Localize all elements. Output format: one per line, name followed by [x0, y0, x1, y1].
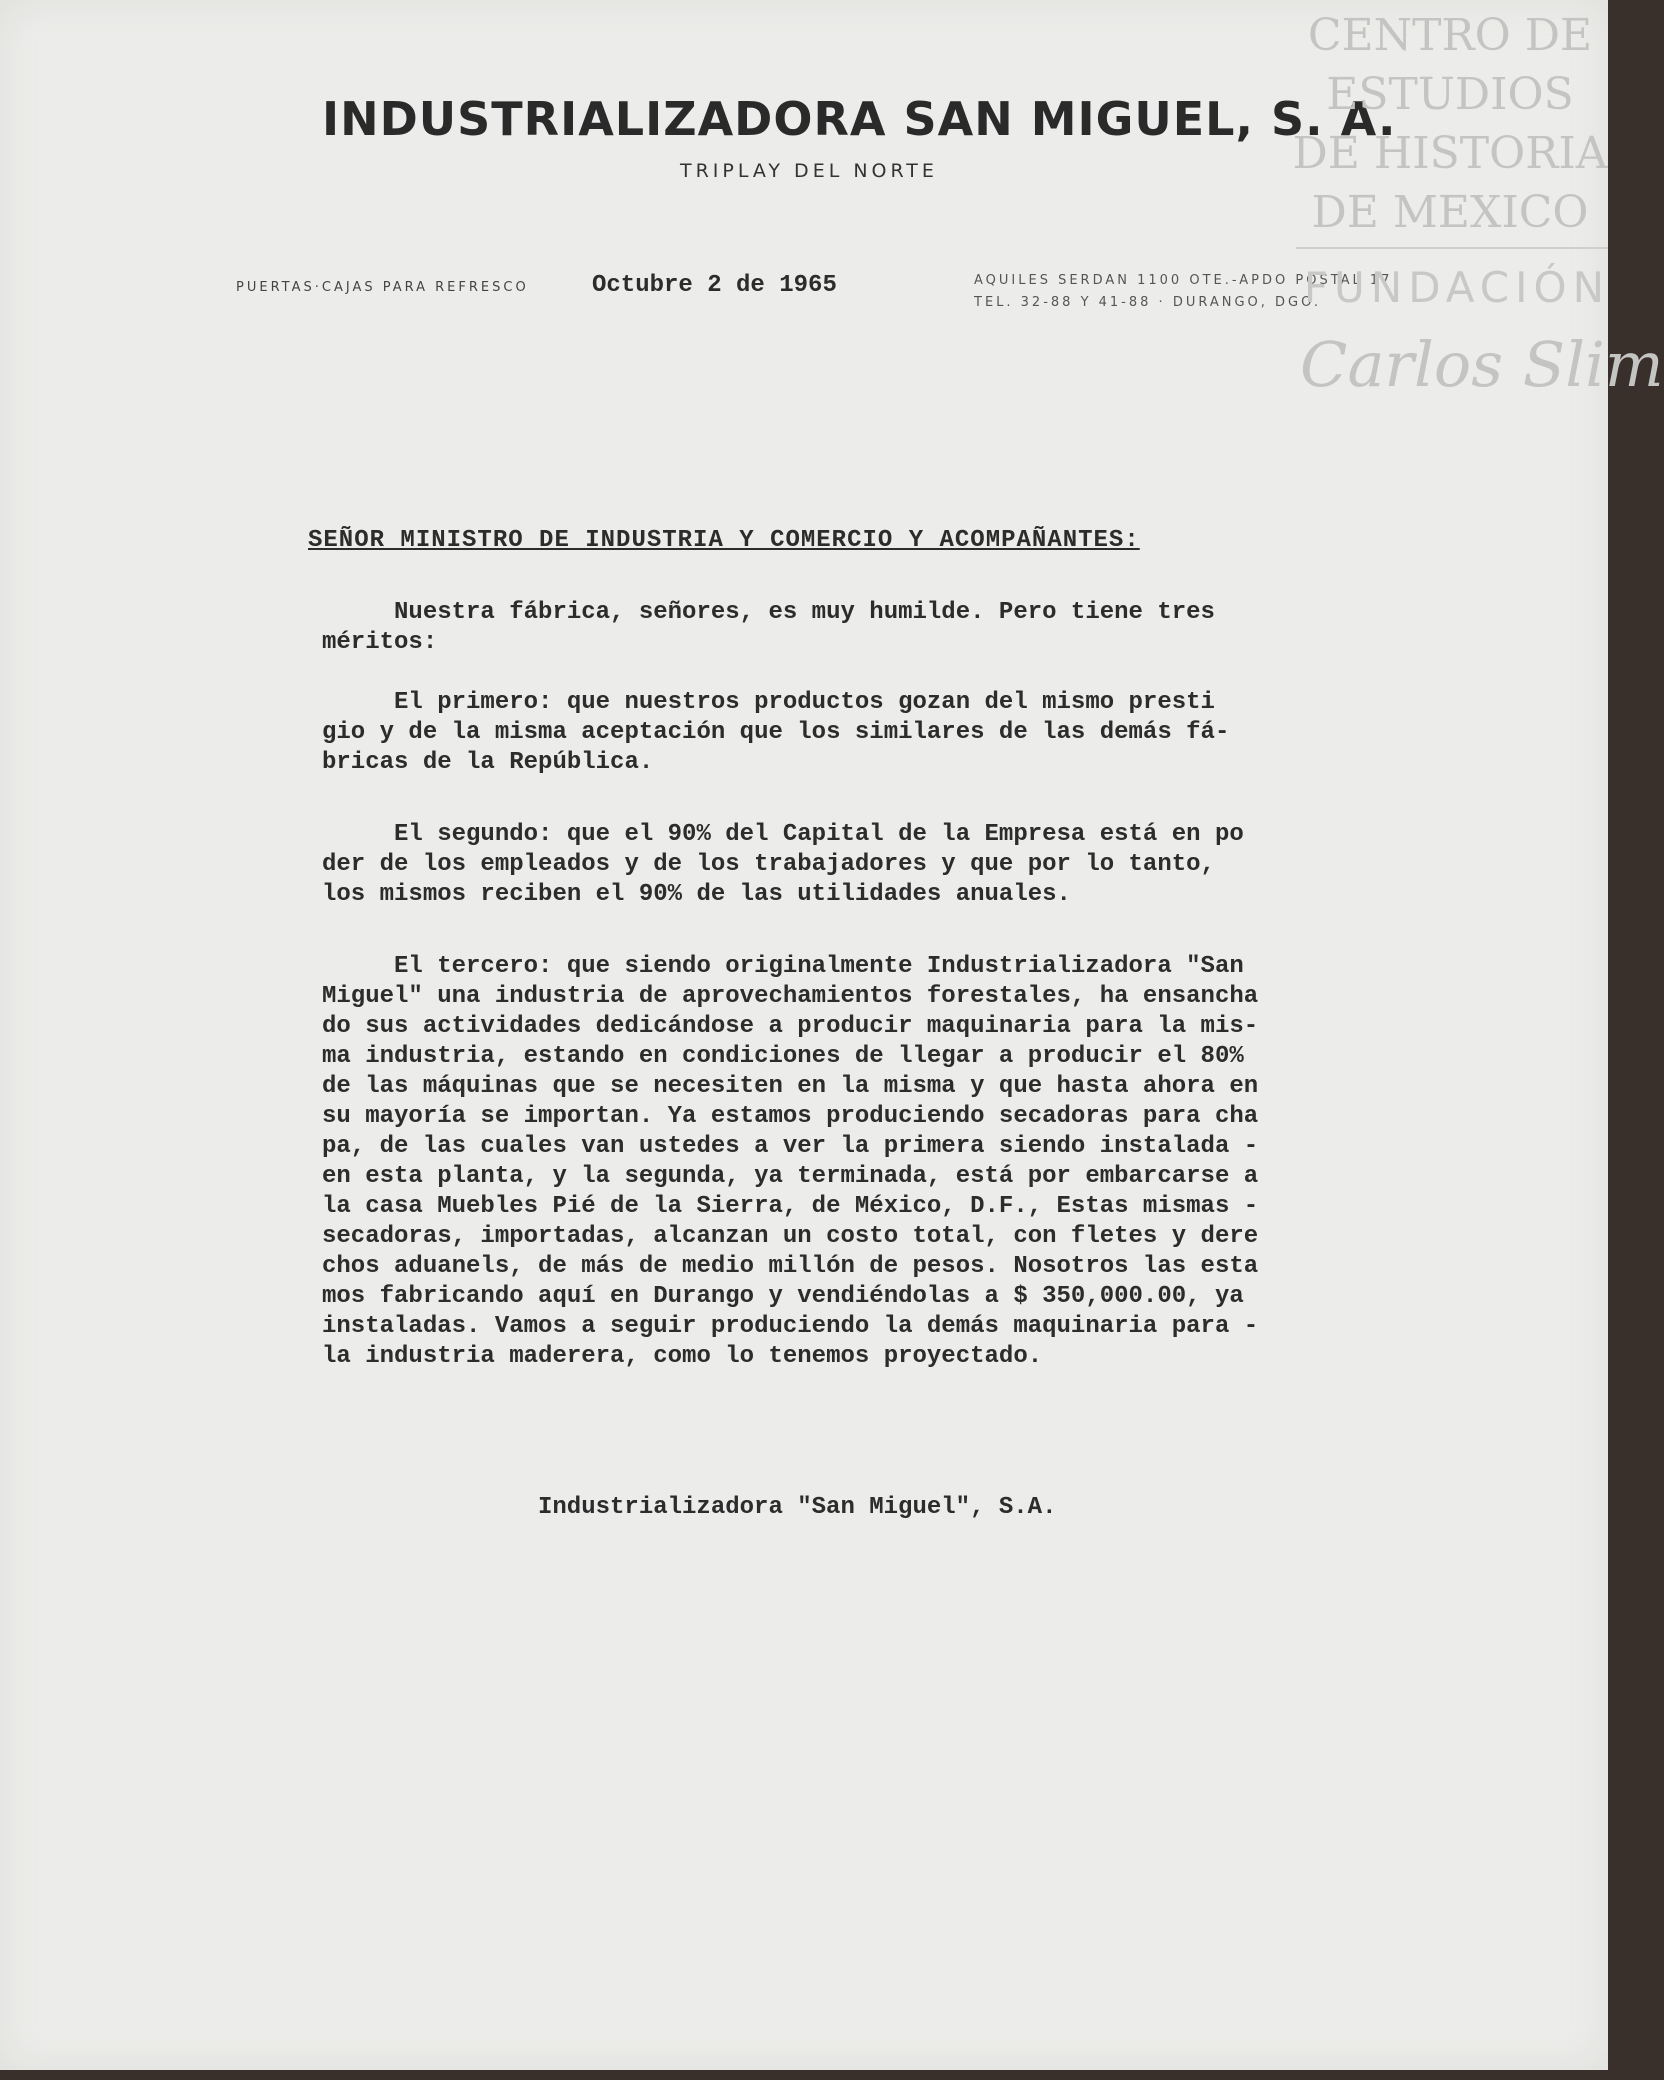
address-line-2: TEL. 32-88 Y 41-88 · DURANGO, DGO. [974, 295, 1321, 310]
watermark-line: CENTRO DE [1307, 10, 1593, 61]
paragraph [322, 688, 1422, 778]
paragraph-line: de las máquinas que se necesiten en la misma y que hasta ahora en [322, 1073, 1259, 1100]
paragraph-line: Miguel" una industria de aprovechamientos forestales, ha ensancha [322, 983, 1259, 1010]
paragraph-line: instaladas. Vamos a seguir produciendo la demás maquinaria para - [322, 1313, 1259, 1340]
paragraph-line: bricas de la República. [322, 749, 654, 776]
paragraph [322, 820, 1422, 910]
paragraph-line: la industria maderera, como lo tenemos proyectado. [322, 1343, 1043, 1370]
paragraph-line: pa, de las cuales van ustedes a ver la primera siendo instalada - [322, 1133, 1259, 1160]
paragraph [322, 952, 1422, 1372]
paragraph-line: su mayoría se importan. Ya estamos produciendo secadoras para cha [322, 1103, 1259, 1130]
paragraph-line: secadoras, importadas, alcanzan un costo total, con fletes y dere [322, 1223, 1259, 1250]
paragraph [322, 598, 1422, 658]
address-line-1: AQUILES SERDAN 1100 OTE.-APDO POSTAL 17 [974, 273, 1393, 288]
salutation: SEÑOR MINISTRO DE INDUSTRIA Y COMERCIO Y ACOMPAÑANTES: [308, 527, 1140, 554]
paragraph-line: der de los empleados y de los trabajadores y que por lo tanto, [322, 851, 1215, 878]
paragraph-line: gio y de la misma aceptación que los similares de las demás fá- [322, 719, 1230, 746]
company-subtitle: TRIPLAY DEL NORTE [680, 160, 938, 182]
letterhead-products: PUERTAS·CAJAS PARA REFRESCO [236, 280, 529, 295]
watermark-line: DE HISTORIA [1292, 128, 1608, 179]
paragraph-line: Nuestra fábrica, señores, es muy humilde. Pero tiene tres [322, 599, 1215, 626]
paragraph-line: ma industria, estando en condiciones de llegar a producir el 80% [322, 1043, 1244, 1070]
watermark-foundation: FUNDACIÓN [1303, 263, 1610, 312]
paragraph-line: El segundo: que el 90% del Capital de la Empresa está en po [322, 821, 1244, 848]
watermark-signature: Carlos Slim [1300, 328, 1664, 401]
paragraph-line: do sus actividades dedicándose a producir maquinaria para la mis- [322, 1013, 1259, 1040]
letter-date: Octubre 2 de 1965 [592, 272, 837, 299]
paragraph-line: El tercero: que siendo originalmente Industrializadora "San [322, 953, 1244, 980]
paragraph-line: El primero: que nuestros productos gozan del mismo presti [322, 689, 1215, 716]
watermark-line: DE MEXICO [1311, 187, 1589, 238]
company-name: INDUSTRIALIZADORA SAN MIGUEL, S. A. [322, 92, 1397, 146]
watermark-divider [1296, 247, 1608, 249]
paragraph-line: mos fabricando aquí en Durango y vendiéndolas a $ 350,000.00, ya [322, 1283, 1244, 1310]
paragraph-line: la casa Muebles Pié de la Sierra, de México, D.F., Estas mismas - [322, 1193, 1259, 1220]
paragraph-line: chos aduanels, de más de medio millón de pesos. Nosotros las esta [322, 1253, 1259, 1280]
watermark-line: ESTUDIOS [1326, 69, 1574, 120]
paragraph-line: los mismos reciben el 90% de las utilidades anuales. [322, 881, 1071, 908]
archive-watermark [1290, 6, 1610, 242]
paragraph-line: en esta planta, y la segunda, ya terminada, está por embarcarse a [322, 1163, 1259, 1190]
signoff: Industrializadora "San Miguel", S.A. [538, 1494, 1057, 1521]
paragraph-line: méritos: [322, 629, 438, 656]
